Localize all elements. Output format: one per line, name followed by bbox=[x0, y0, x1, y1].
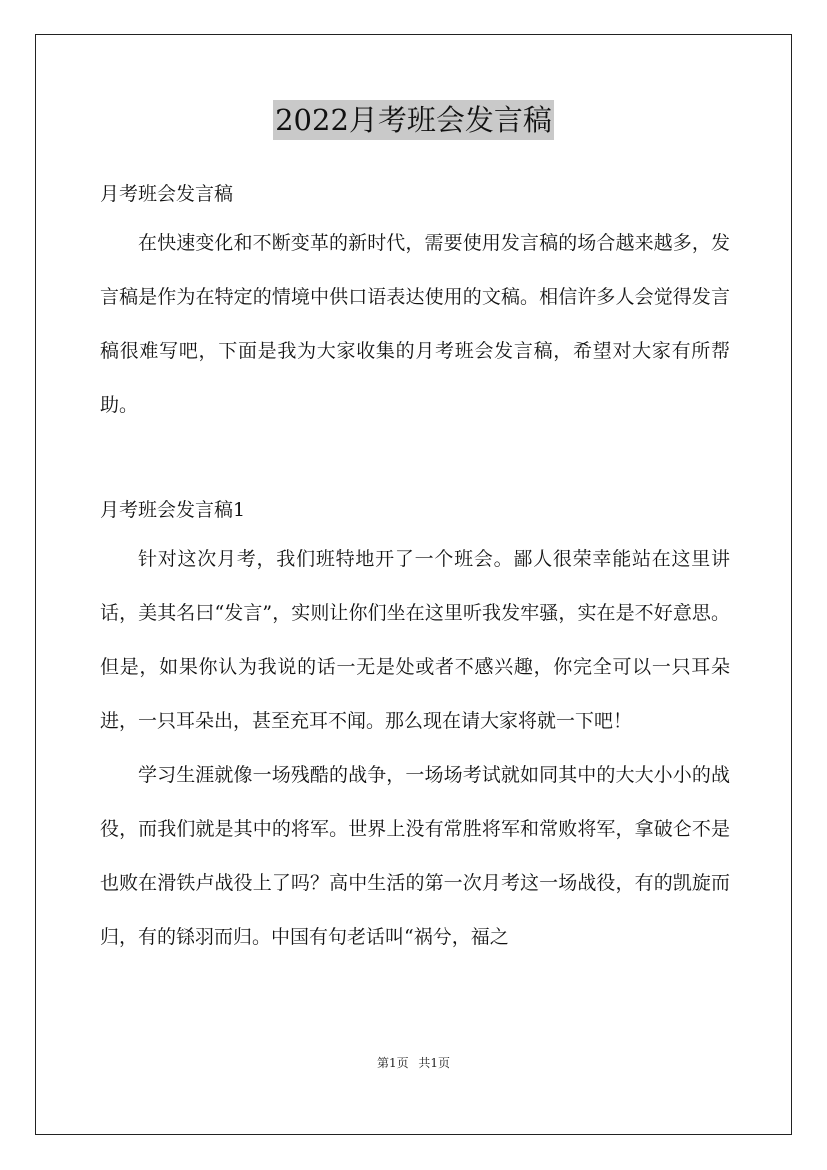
section-spacer bbox=[100, 432, 730, 488]
document-title: 2022月考班会发言稿 bbox=[273, 100, 554, 140]
section-heading-1: 月考班会发言稿1 bbox=[100, 499, 246, 521]
body-paragraph-2: 学习生涯就像一场残酷的战争，一场场考试就如同其中的大大小小的战役，而我们就是其中的将军。世界上没有常胜将军和常败将军，拿破仑不是也败在滑铁卢战役上了吗？高中生活的第一次月考这一场战役，有的凯旋而归，有的铩羽而归。中国有句老话叫“祸兮，福之 bbox=[100, 764, 730, 948]
page-number: 第1页 bbox=[376, 1056, 409, 1070]
document-title-container bbox=[0, 100, 827, 140]
intro-paragraph: 在快速变化和不断变革的新时代，需要使用发言稿的场合越来越多，发言稿是作为在特定的情境中供口语表达使用的文稿。相信许多人会觉得发言稿很难写吧，下面是我为大家收集的月考班会发言稿，希望对大家有所帮助。 bbox=[100, 232, 730, 416]
section-heading: 月考班会发言稿 bbox=[100, 183, 234, 205]
page-total: 共1页 bbox=[418, 1056, 451, 1070]
page-footer bbox=[0, 1054, 827, 1071]
document-body bbox=[100, 172, 730, 964]
body-paragraph-1: 针对这次月考，我们班特地开了一个班会。鄙人很荣幸能站在这里讲话，美其名曰“发言”，实则让你们坐在这里听我发牢骚，实在是不好意思。但是，如果你认为我说的话一无是处或者不感兴趣，你完全可以一只耳朵进，一只耳朵出，甚至充耳不闻。那么现在请大家将就一下吧！ bbox=[100, 548, 730, 732]
